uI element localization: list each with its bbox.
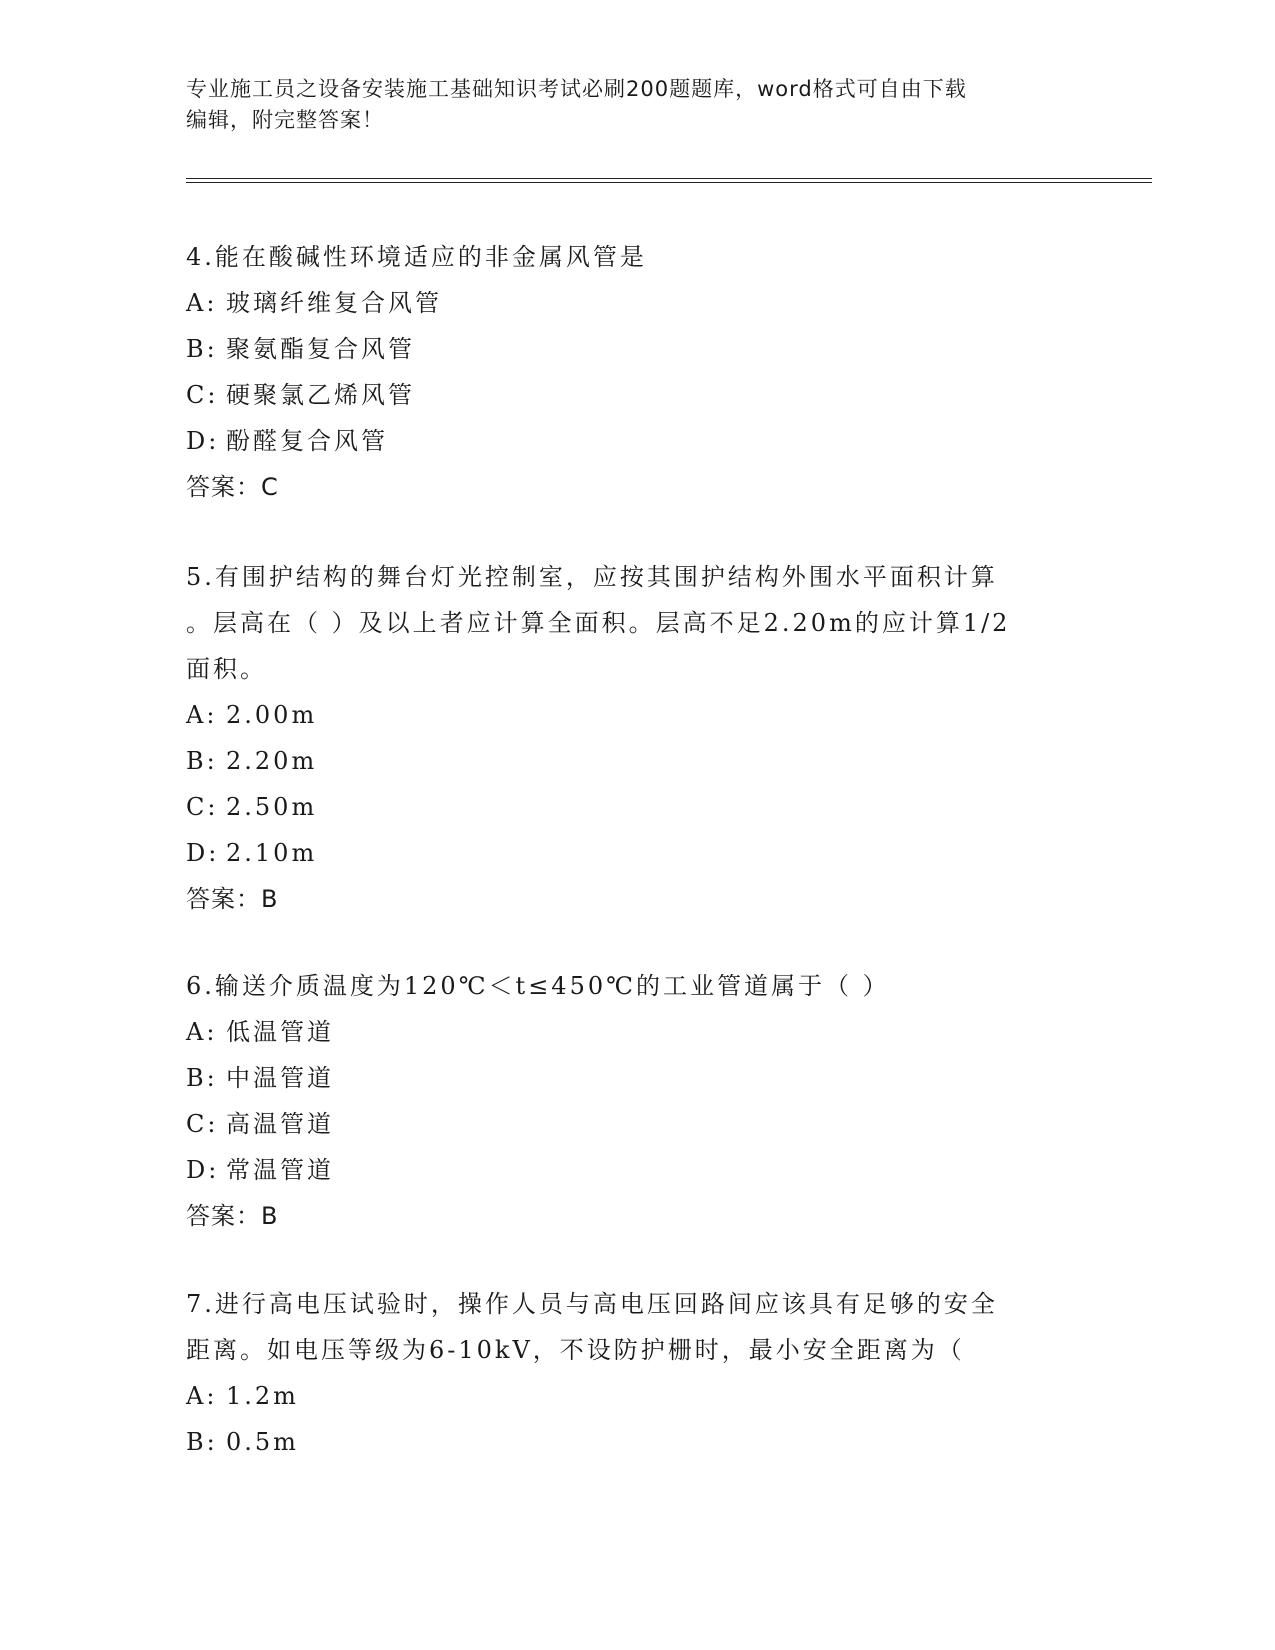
option-b [186,1055,1066,1101]
option-text: 2.50m [226,793,318,821]
option-letter: A: [186,701,218,729]
question-stem-line: 距离。如电压等级为6-10kV，不设防护栅时，最小安全距离为（ [186,1336,965,1364]
option-b [186,326,1066,372]
document-header [186,74,1066,136]
header-title-line-2: 编辑，附完整答案！ [186,108,384,132]
question-stem [186,234,1066,280]
answer-line: 答案：B [186,1202,279,1230]
option-letter: B: [186,335,218,363]
option-letter: A: [186,1382,218,1410]
header-title-line-1: 专业施工员之设备安装施工基础知识考试必刷200题题库，word格式可自由下载 [186,77,967,101]
question-stem [186,1281,1066,1373]
option-text: 高温管道 [226,1110,334,1138]
option-letter: D: [186,1156,220,1184]
option-a [186,692,1066,738]
option-a [186,280,1066,326]
header-divider-top [186,178,1152,179]
option-a [186,1009,1066,1055]
option-letter: D: [186,839,220,867]
option-letter: B: [186,1428,218,1456]
option-c [186,784,1066,830]
option-b [186,738,1066,784]
question-6 [186,963,1066,1239]
option-letter: D: [186,427,220,455]
option-text: 0.5m [226,1428,299,1456]
answer-line: 答案：C [186,473,279,501]
option-text: 中温管道 [226,1064,334,1092]
option-text: 硬聚氯乙烯风管 [226,381,415,409]
header-divider-bottom [186,182,1152,183]
option-letter: A: [186,289,218,317]
option-letter: B: [186,747,218,775]
question-5 [186,554,1066,922]
option-c [186,372,1066,418]
question-stem-line: 6.输送介质温度为120℃＜t≤450℃的工业管道属于（ ） [186,972,890,1000]
option-text: 2.00m [226,701,318,729]
question-stem-line: 。层高在（ ）及以上者应计算全面积。层高不足2.20m的应计算1/2 [186,609,1011,637]
option-letter: A: [186,1018,218,1046]
option-text: 2.20m [226,747,318,775]
option-letter: C: [186,793,219,821]
question-stem-line: 4.能在酸碱性环境适应的非金属风管是 [186,243,647,271]
question-stem-line: 5.有围护结构的舞台灯光控制室，应按其围护结构外围水平面积计算 [186,563,998,591]
option-b [186,1419,1066,1465]
option-d [186,418,1066,464]
answer-line: 答案：B [186,885,279,913]
option-text: 酚醛复合风管 [226,427,388,455]
option-text: 玻璃纤维复合风管 [226,289,442,317]
option-text: 低温管道 [226,1018,334,1046]
question-stem-line: 7.进行高电压试验时，操作人员与高电压回路间应该具有足够的安全 [186,1290,998,1318]
option-text: 2.10m [226,839,318,867]
option-text: 常温管道 [226,1156,334,1184]
option-c [186,1101,1066,1147]
question-stem [186,554,1066,692]
question-7 [186,1281,1066,1465]
option-a [186,1373,1066,1419]
option-d [186,830,1066,876]
question-stem [186,963,1066,1009]
question-stem-line: 面积。 [186,655,267,683]
option-d [186,1147,1066,1193]
option-text: 聚氨酯复合风管 [226,335,415,363]
option-letter: C: [186,381,219,409]
question-4 [186,234,1066,510]
option-letter: B: [186,1064,218,1092]
option-text: 1.2m [226,1382,299,1410]
option-letter: C: [186,1110,219,1138]
